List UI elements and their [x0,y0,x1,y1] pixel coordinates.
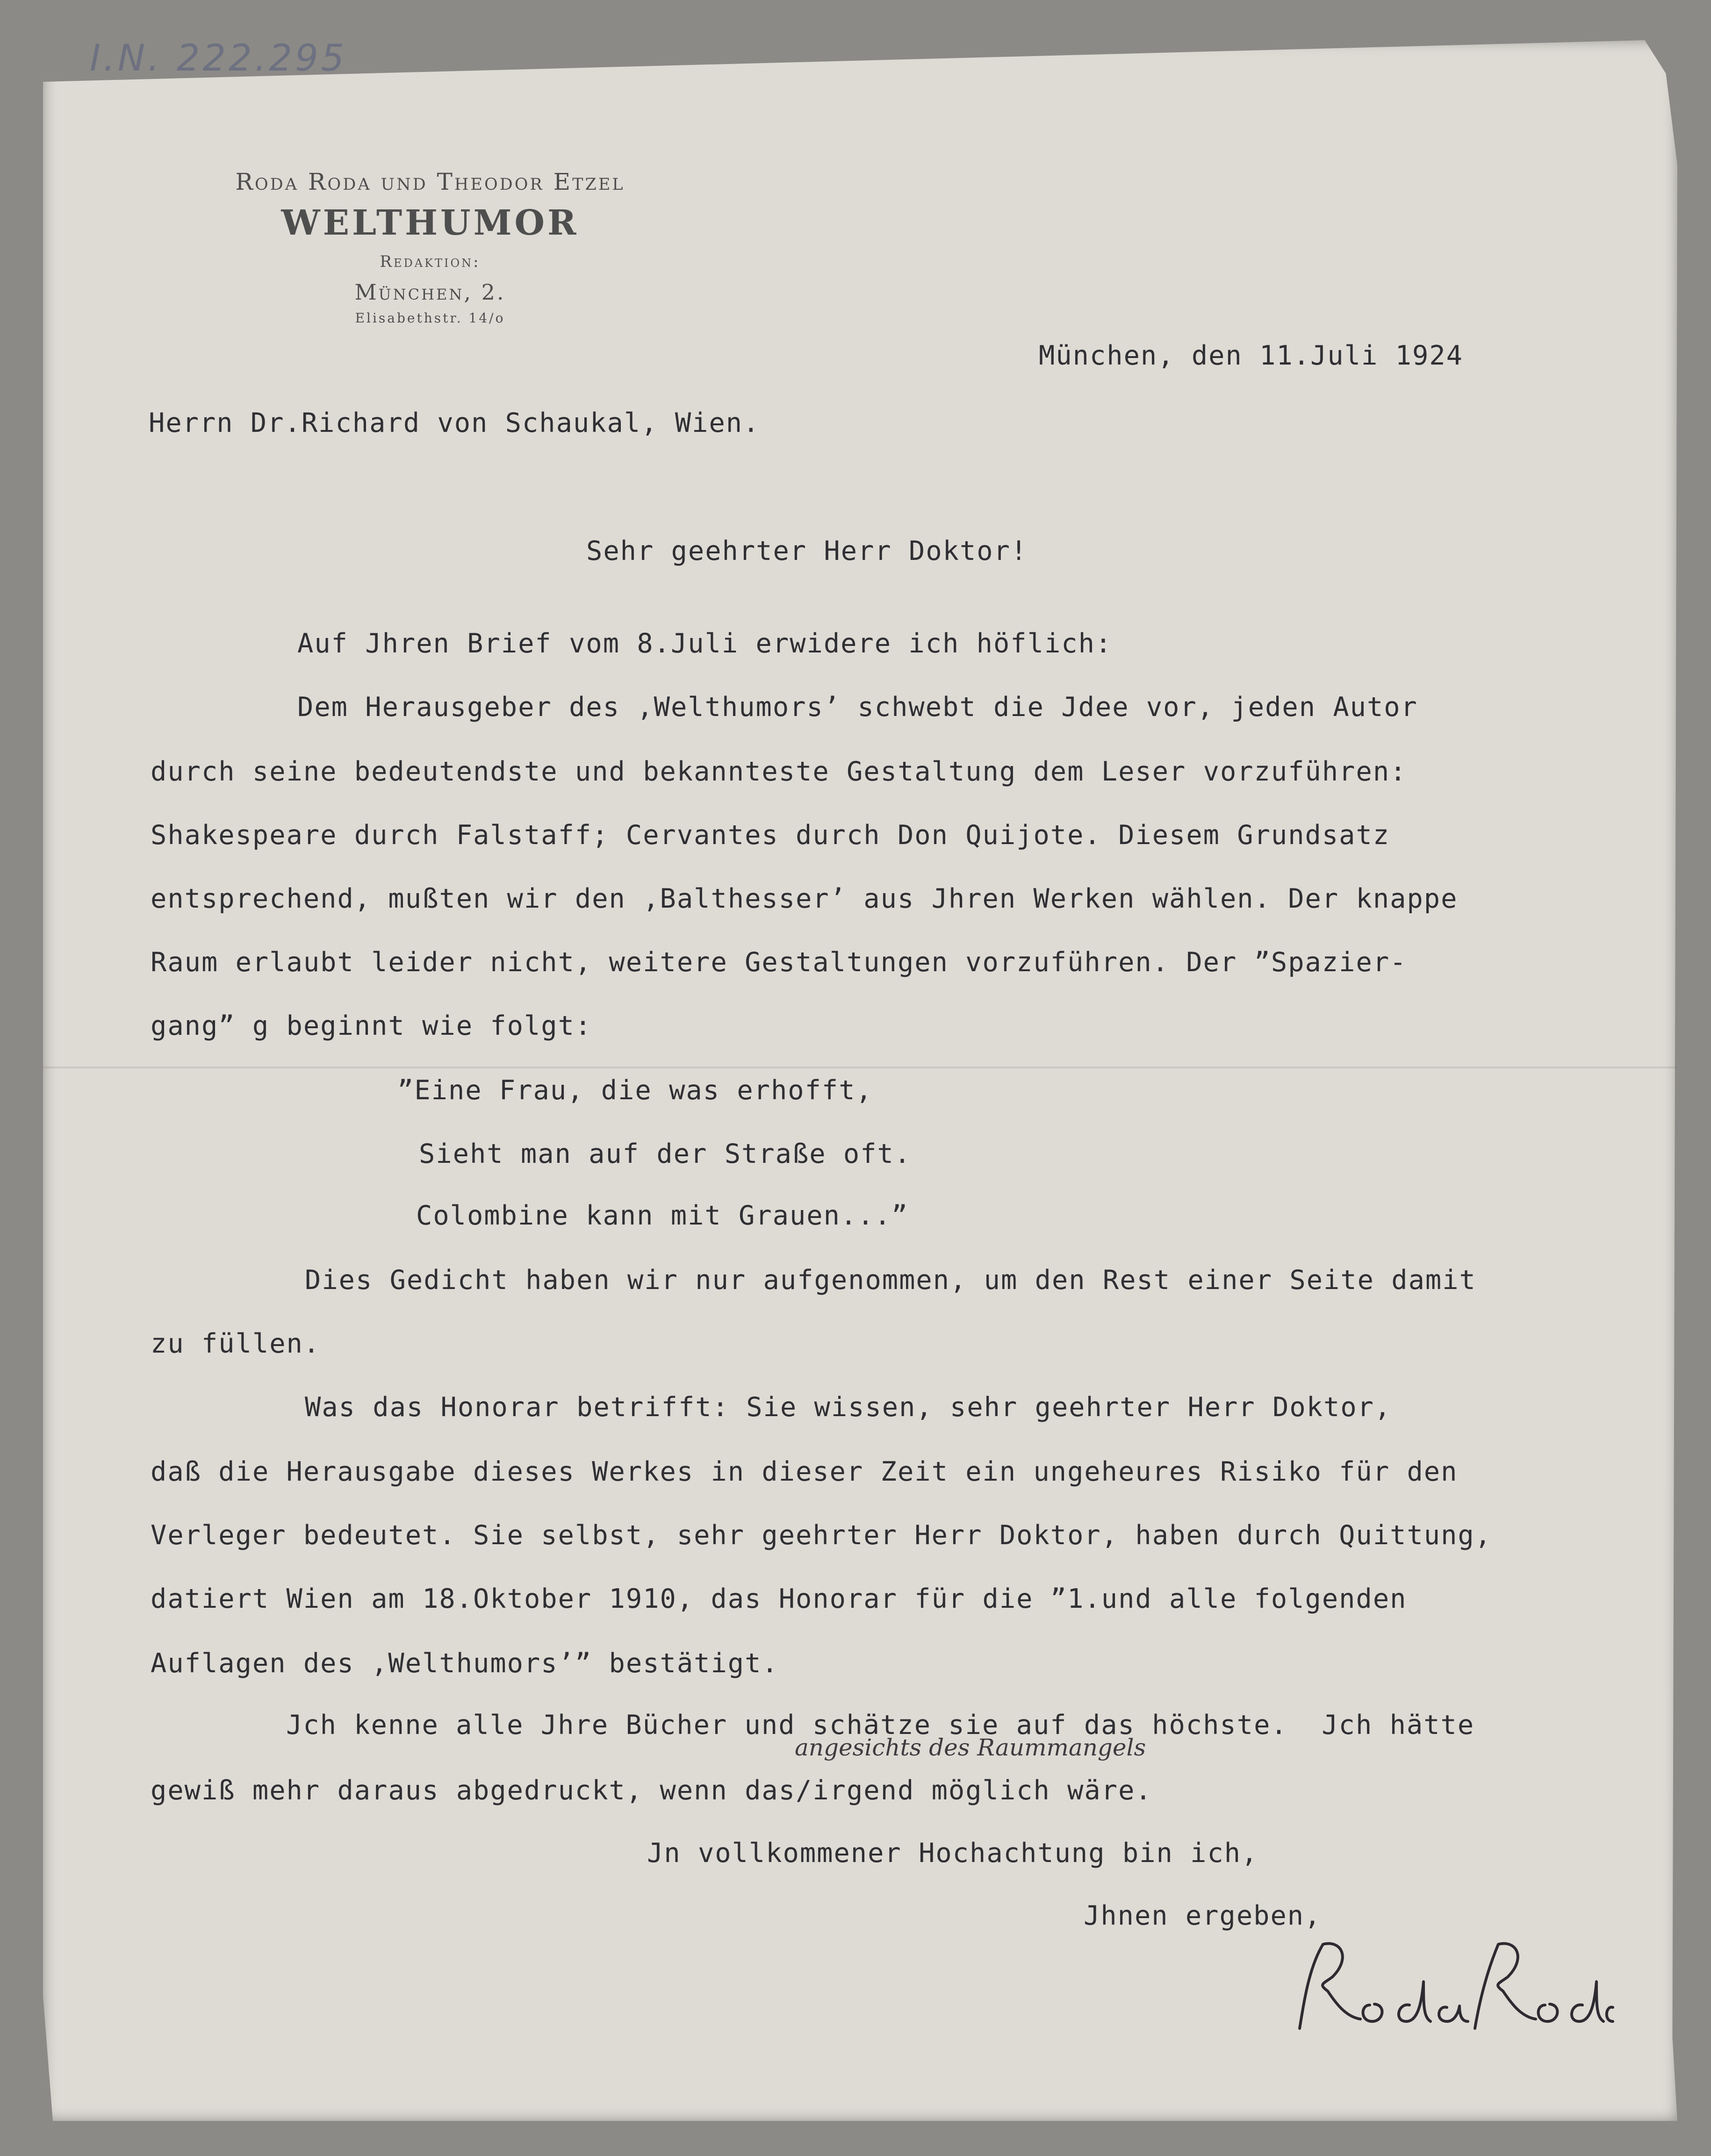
body-line: datiert Wien am 18.Oktober 1910, das Honorar für die ”1.und alle folgenden [151,1583,1407,1614]
inventory-number: I.N. 222.295 [90,37,347,79]
letterhead-title: WELTHUMOR [281,203,579,243]
handwritten-insertion: angesichts des Raummangels [795,1734,1146,1761]
body-line: Was das Honorar betrifft: Sie wissen, sehr geehrter Herr Doktor, [305,1392,1392,1423]
letterhead-street: Elisabethstr. 14/o [355,310,505,326]
body-line: entsprechend, mußten wir den ‚Balthesser’ aus Jhren Werken wählen. Der knappe [151,883,1458,914]
letterhead [159,168,701,326]
body-line: Dies Gedicht haben wir nur aufgenommen, um den Rest einer Seite damit [305,1265,1476,1296]
letterhead-redaktion: Redaktion: [380,252,481,271]
fold-line [43,1067,1677,1068]
poem-line: Sieht man auf der Straße oft. [419,1139,912,1169]
letter-date: München, den 11.Juli 1924 [1039,340,1463,371]
poem-line: Colombine kann mit Grauen...” [416,1200,909,1231]
body-line: daß die Herausgabe dieses Werkes in dieser Zeit ein ungeheures Risiko für den [151,1456,1458,1487]
letter-closing: Jn vollkommener Hochachtung bin ich, [647,1838,1258,1869]
letter-salutation: Sehr geehrter Herr Doktor! [586,536,1028,566]
body-line: Shakespeare durch Falstaff; Cervantes durch Don Quijote. Diesem Grundsatz [151,820,1390,851]
body-line: Raum erlaubt leider nicht, weitere Gestaltungen vorzuführen. Der ”Spazier- [151,947,1407,978]
body-line: durch seine bedeutendste und bekannteste Gestaltung dem Leser vorzuführen: [151,756,1407,787]
letter-recipient: Herrn Dr.Richard von Schaukal, Wien. [149,408,760,438]
letter-regards: Jhnen ergeben, [1084,1900,1322,1931]
body-line: Auflagen des ‚Welthumors’” bestätigt. [151,1648,779,1679]
body-line: Auf Jhren Brief vom 8.Juli erwidere ich höflich: [297,628,1113,659]
body-line: Jch kenne alle Jhre Bücher und schätze sie auf das höchste. Jch hätte [286,1710,1475,1741]
poem-line: ”Eine Frau, die was erhofft, [397,1075,873,1106]
body-line: Dem Herausgeber des ‚Welthumors’ schwebt die Jdee vor, jeden Autor [297,692,1418,723]
body-line: zu füllen. [151,1328,321,1359]
letterhead-editors: Roda Roda und Theodor Etzel [235,168,625,195]
body-line: gang” g beginnt wie folgt: [151,1010,592,1041]
body-line: gewiß mehr daraus abgedruckt, wenn das/irgend möglich wäre. [151,1775,1152,1806]
body-line: Verleger bedeutet. Sie selbst, sehr geehrter Herr Doktor, haben durch Quittung, [151,1520,1492,1551]
letterhead-city: München, 2. [354,279,506,305]
signature-image [1290,1926,1618,2038]
